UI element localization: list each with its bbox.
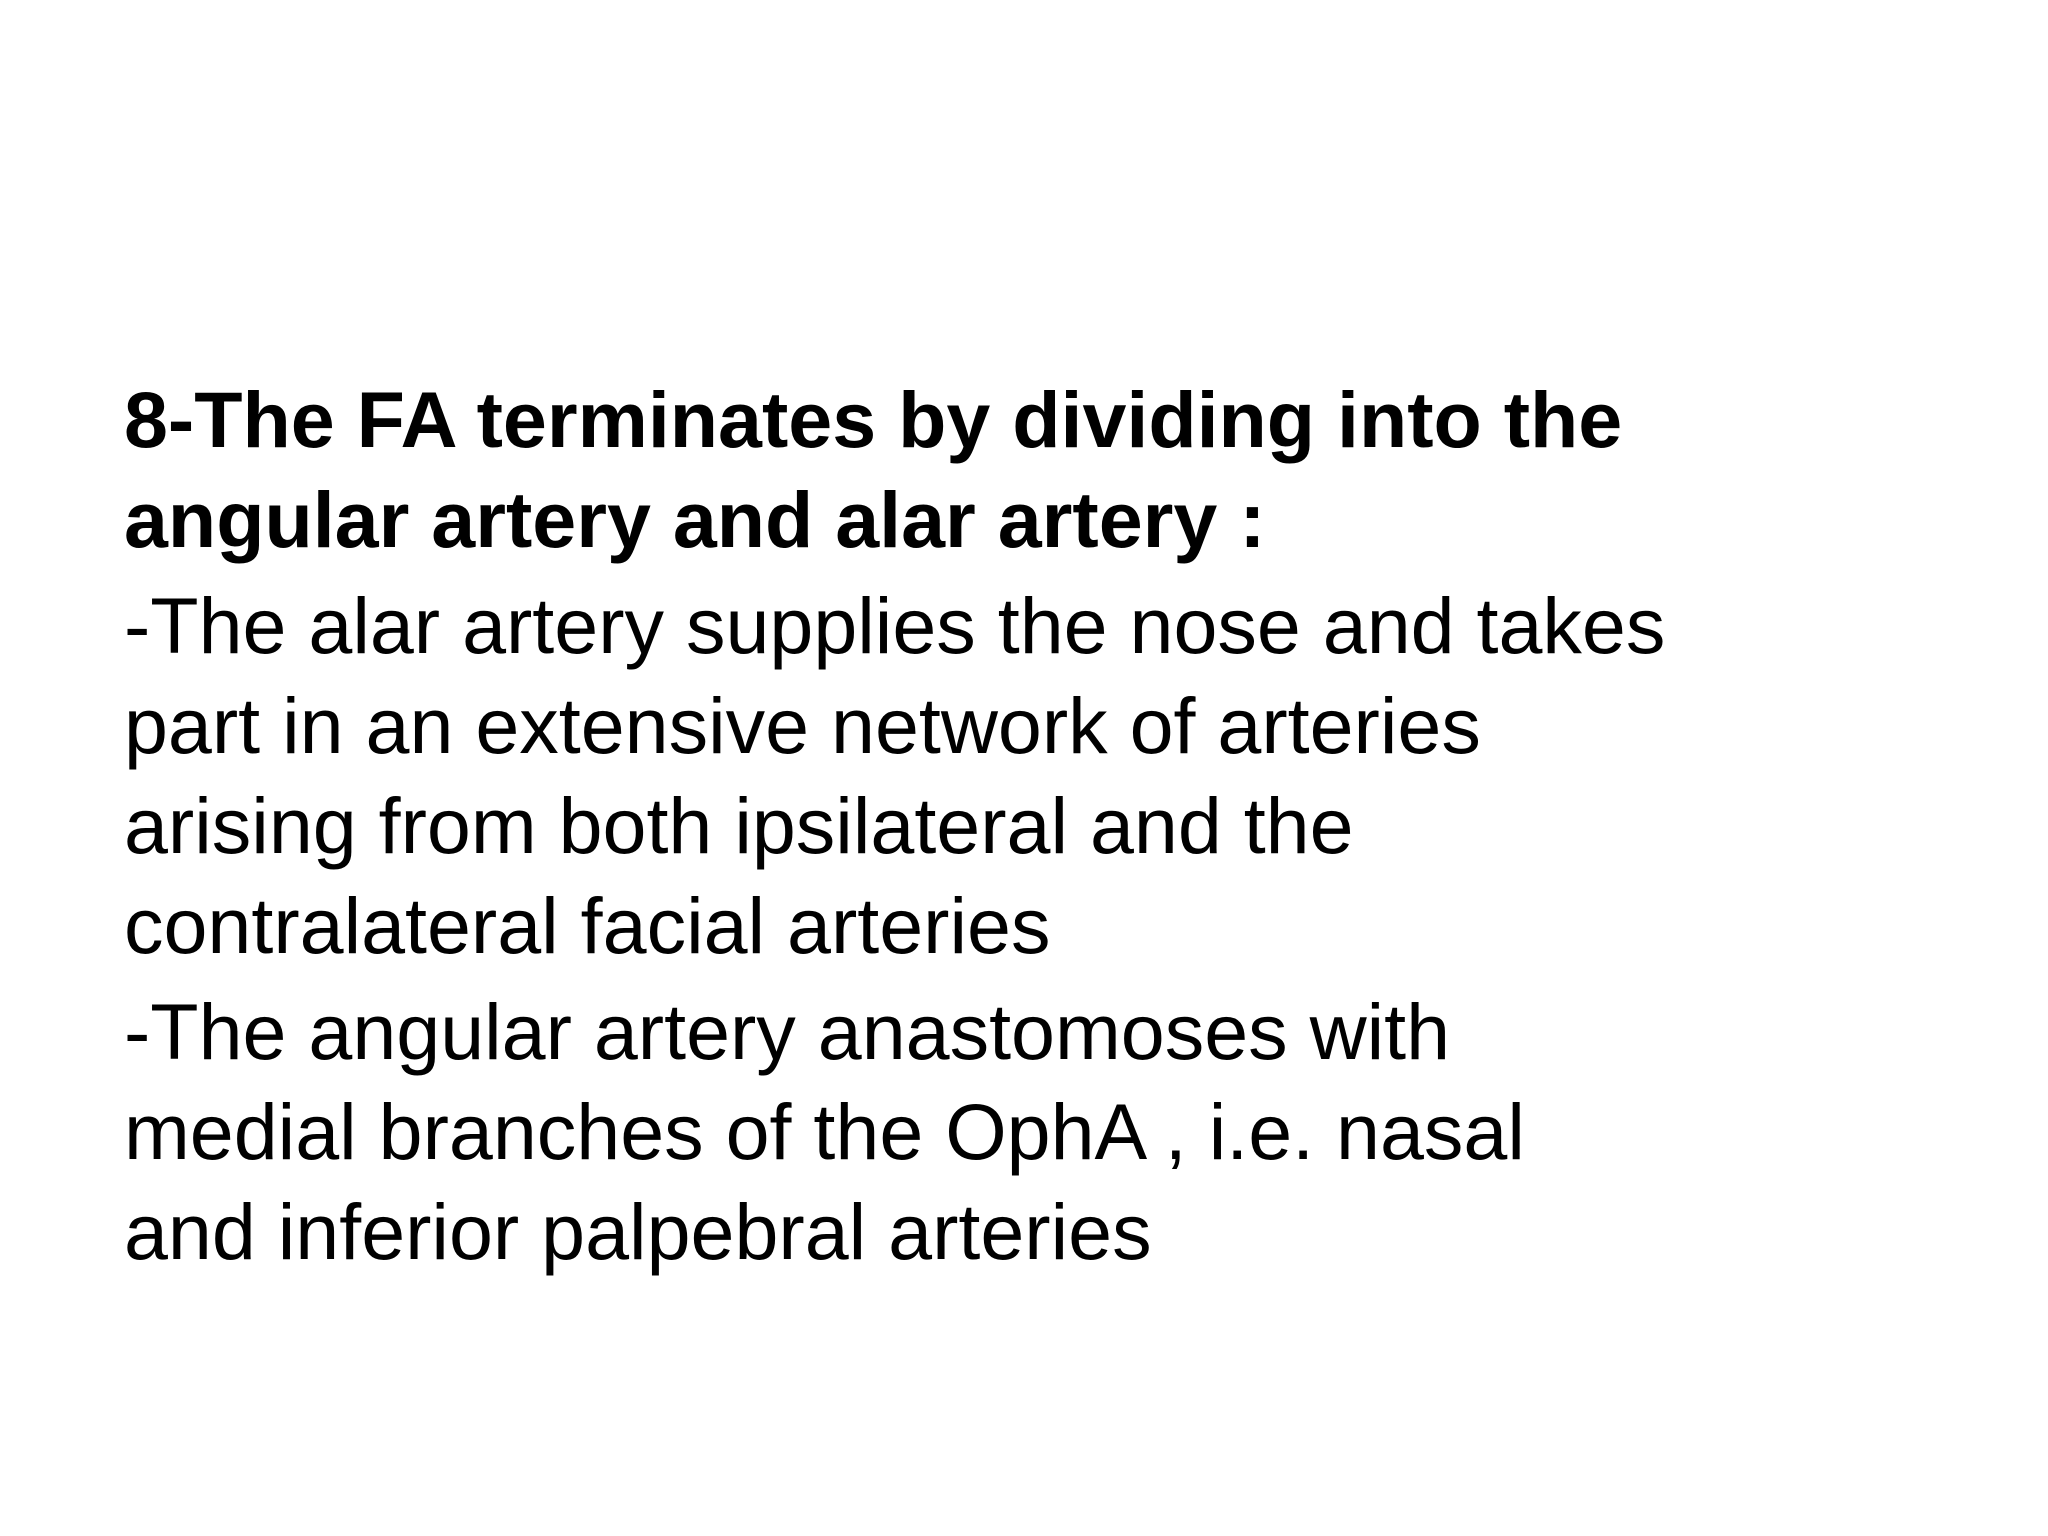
slide-body (124, 370, 2004, 1282)
text-line: 8-The FA terminates by dividing into the (124, 375, 1623, 464)
heading-point-facial-artery-termination (124, 370, 2004, 570)
text-line: -The angular artery anastomoses with (124, 987, 1451, 1076)
text-line: arising from both ipsilateral and the (124, 781, 1354, 870)
text-line: part in an extensive network of arteries (124, 681, 1481, 770)
point-alar-artery (124, 576, 2004, 976)
text-line: angular artery and alar artery : (124, 475, 1266, 564)
text-line: -The alar artery supplies the nose and takes (124, 581, 1666, 670)
text-line: contralateral facial arteries (124, 881, 1051, 970)
point-angular-artery (124, 982, 2004, 1282)
text-line: medial branches of the OphA , i.e. nasal (124, 1087, 1525, 1176)
text-line: and inferior palpebral arteries (124, 1187, 1152, 1276)
